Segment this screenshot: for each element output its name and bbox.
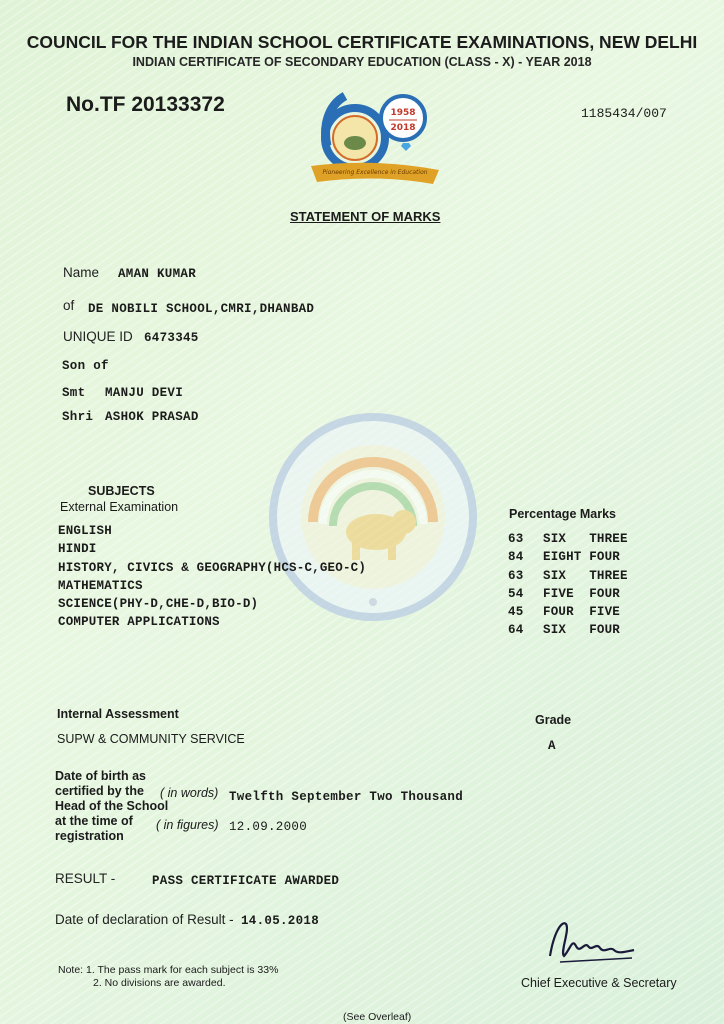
serial-number: 1185434/007	[581, 106, 667, 121]
council-seal-watermark-icon	[268, 412, 478, 622]
subject-marks-words: SIX FOUR	[543, 623, 621, 637]
diamond-jubilee-logo-icon	[305, 88, 445, 190]
logo-year-end: 2018	[390, 123, 416, 133]
declaration-label: Date of declaration of Result -	[55, 912, 234, 927]
result-label: RESULT -	[55, 871, 116, 886]
subject-marks: 63	[508, 569, 524, 583]
percentage-heading: Percentage Marks	[509, 507, 617, 521]
subject-name: HISTORY, CIVICS & GEOGRAPHY(HCS-C,GEO-C)	[58, 561, 367, 575]
unique-id: 6473345	[144, 331, 199, 345]
dob-in-words: Twelfth September Two Thousand	[229, 790, 464, 804]
subject-marks-words: FIVE FOUR	[543, 587, 621, 601]
candidate-name: AMAN KUMAR	[118, 267, 197, 281]
subject-marks-words: SIX THREE	[543, 532, 628, 546]
note-2: 2. No divisions are awarded.	[93, 977, 226, 989]
dob-label-line-2: certified by the	[55, 784, 144, 798]
father-label: Shri	[62, 410, 94, 424]
certificate-number: No.TF 20133372	[66, 93, 225, 116]
subject-marks: 54	[508, 587, 524, 601]
exam-title: INDIAN CERTIFICATE OF SECONDARY EDUCATION (CLASS - X) - YEAR 2018	[132, 55, 592, 69]
subject-marks-words: FOUR FIVE	[543, 605, 621, 619]
internal-assessment-heading: Internal Assessment	[57, 707, 179, 721]
signatory-title: Chief Executive & Secretary	[521, 976, 677, 990]
external-exam-label: External Examination	[60, 500, 179, 514]
grade-heading: Grade	[535, 713, 572, 727]
subject-marks: 64	[508, 623, 524, 637]
subjects-heading: SUBJECTS	[88, 484, 155, 498]
note-1: Note: 1. The pass mark for each subject is 33%	[58, 964, 279, 976]
logo-year-start: 1958	[390, 108, 416, 118]
father-name: ASHOK PRASAD	[105, 410, 199, 424]
subject-marks-words: SIX THREE	[543, 569, 628, 583]
grade-value: A	[548, 739, 556, 753]
subject-marks: 45	[508, 605, 524, 619]
see-overleaf: (See Overleaf)	[343, 1011, 412, 1023]
subject-name: ENGLISH	[58, 524, 112, 538]
dob-label-line-3: Head of the School	[55, 799, 169, 813]
logo-motto: Pioneering Excellence in Education	[322, 169, 428, 176]
son-of-label: Son of	[62, 359, 109, 373]
result-value: PASS CERTIFICATE AWARDED	[152, 874, 340, 888]
mother-name: MANJU DEVI	[105, 386, 184, 400]
dob-label-line-5: registration	[55, 829, 124, 843]
unique-id-label: UNIQUE ID	[63, 329, 133, 344]
subject-name: HINDI	[58, 542, 97, 556]
dob-label-line-1: Date of birth as	[55, 769, 146, 783]
subject-name: MATHEMATICS	[58, 579, 143, 593]
dob-in-figures: 12.09.2000	[229, 820, 308, 834]
dob-label	[55, 769, 168, 844]
subject-marks: 84	[508, 550, 524, 564]
statement-title: STATEMENT OF MARKS	[290, 209, 441, 224]
internal-subject: SUPW & COMMUNITY SERVICE	[57, 732, 245, 746]
mother-label: Smt	[62, 386, 86, 400]
name-label: Name	[63, 265, 100, 280]
in-words-label: ( in words)	[160, 786, 219, 800]
declaration-date: 14.05.2018	[241, 914, 320, 928]
council-title: COUNCIL FOR THE INDIAN SCHOOL CERTIFICATE EXAMINATIONS, NEW DELHI	[26, 32, 698, 52]
school-of-label: of	[63, 298, 75, 313]
subject-name: SCIENCE(PHY-D,CHE-D,BIO-D)	[58, 597, 259, 611]
signature-icon	[540, 912, 640, 968]
subject-marks-words: EIGHT FOUR	[543, 550, 621, 564]
subject-marks: 63	[508, 532, 524, 546]
in-figures-label: ( in figures)	[156, 818, 219, 832]
dob-label-line-4: at the time of	[55, 814, 133, 828]
school-name: DE NOBILI SCHOOL,CMRI,DHANBAD	[88, 302, 315, 316]
subject-name: COMPUTER APPLICATIONS	[58, 615, 220, 629]
